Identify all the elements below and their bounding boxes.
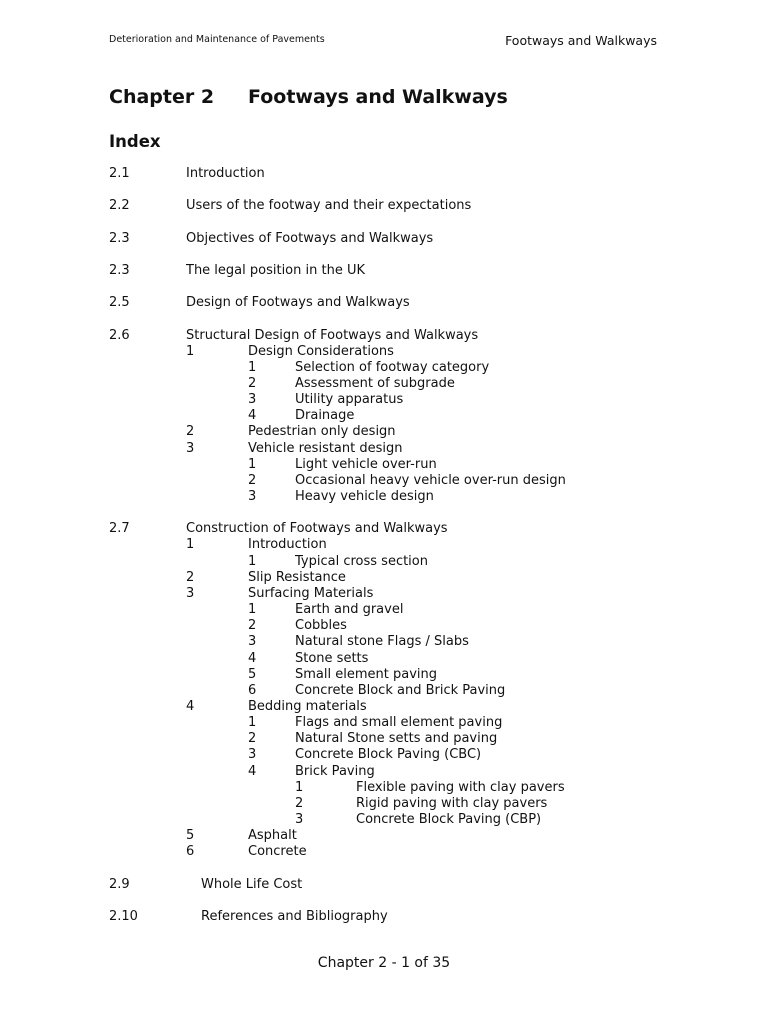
- index-heading: Index: [109, 132, 161, 151]
- toc-item-number: 2: [186, 424, 195, 440]
- chapter-heading: [109, 86, 508, 108]
- toc-item-title: Structural Design of Footways and Walkways: [186, 327, 479, 343]
- toc-item-number: 2.6: [109, 327, 130, 343]
- toc-item-number: 5: [186, 828, 195, 844]
- toc-item-number: 2: [248, 731, 257, 747]
- toc-item-number: 1: [295, 779, 304, 795]
- toc-item-title: Natural stone Flags / Slabs: [295, 634, 469, 650]
- toc-item-number: 1: [248, 456, 257, 472]
- toc-item-title: Drainage: [295, 408, 355, 424]
- toc-item-title: Introduction: [186, 166, 265, 181]
- toc-item-number: 6: [186, 844, 195, 860]
- toc-item-title: Occasional heavy vehicle over-run design: [295, 472, 566, 488]
- toc-item-title: Objectives of Footways and Walkways: [186, 230, 434, 246]
- toc-item-number: 1: [248, 602, 257, 618]
- toc-item-title: Bedding materials: [248, 698, 367, 714]
- toc-item-number: 4: [248, 650, 257, 666]
- toc-item-title: Natural Stone setts and paving: [295, 731, 498, 747]
- toc-item-title: Whole Life Cost: [201, 876, 303, 892]
- toc-item-title: Heavy vehicle design: [295, 489, 434, 504]
- toc-item-number: 6: [248, 682, 257, 698]
- toc-item-number: 3: [248, 392, 257, 408]
- toc-item-number: 3: [248, 634, 257, 650]
- toc-item-title: Flexible paving with clay pavers: [356, 779, 565, 795]
- toc-item-title: Typical cross section: [295, 553, 428, 569]
- toc-item-number: 2.3: [109, 230, 130, 246]
- toc-item-number: 1: [248, 715, 257, 731]
- chapter-number: Chapter 2: [109, 86, 215, 108]
- running-header-right: Footways and Walkways: [505, 33, 657, 48]
- toc-item-title: Design of Footways and Walkways: [186, 295, 410, 311]
- toc-item-number: 3: [248, 747, 257, 763]
- toc-item-title: Pedestrian only design: [248, 424, 396, 440]
- toc-item-number: 3: [186, 585, 195, 601]
- running-header-left: Deterioration and Maintenance of Pavements: [109, 34, 325, 45]
- toc-item-title: Concrete Block Paving (CBP): [356, 812, 542, 827]
- toc-item-title: Light vehicle over-run: [295, 456, 437, 472]
- toc-item-title: Cobbles: [295, 618, 347, 634]
- toc-item-number: 2.5: [109, 295, 130, 311]
- page-footer: Chapter 2 - 1 of 35: [317, 955, 451, 971]
- toc-item-number: 2: [248, 375, 257, 391]
- chapter-title: Footways and Walkways: [248, 86, 508, 108]
- toc-item-title: Earth and gravel: [295, 602, 404, 618]
- toc-item-title: Assessment of subgrade: [295, 375, 455, 391]
- toc-item-title: Flags and small element paving: [295, 715, 503, 731]
- toc-item-number: 2: [186, 569, 195, 585]
- toc-item-title: Concrete: [248, 844, 307, 860]
- toc-item-number: 4: [248, 408, 257, 424]
- toc-item-number: 1: [248, 359, 257, 375]
- toc-item-number: 5: [248, 666, 257, 682]
- toc-item-title: Construction of Footways and Walkways: [186, 521, 448, 537]
- toc-item-title: Vehicle resistant design: [248, 440, 403, 456]
- toc-item-number: 3: [295, 812, 304, 827]
- toc-item-number: 2: [295, 795, 304, 811]
- toc-item-title: Stone setts: [295, 650, 369, 666]
- toc-item-number: 2.10: [109, 908, 138, 924]
- toc-item-title: Introduction: [248, 537, 327, 553]
- toc-item-title: Slip Resistance: [248, 569, 346, 585]
- toc-item-number: 3: [186, 440, 195, 456]
- toc-item-number: 4: [186, 698, 195, 714]
- toc-item-number: 2.7: [109, 521, 130, 537]
- toc-item-number: 3: [248, 489, 257, 504]
- toc-item-title: Rigid paving with clay pavers: [356, 795, 548, 811]
- toc-item-number: 2.2: [109, 198, 130, 214]
- toc-item-number: 2.3: [109, 262, 130, 278]
- toc-item-title: Brick Paving: [295, 763, 375, 779]
- toc-item-title: Asphalt: [248, 828, 297, 844]
- toc-item-title: Users of the footway and their expectations: [186, 198, 472, 214]
- toc-item-number: 1: [186, 343, 195, 359]
- toc-item-number: 1: [186, 537, 195, 553]
- toc-item-title: Small element paving: [295, 666, 437, 682]
- toc-item-number: 2.1: [109, 166, 130, 181]
- toc-item-title: Utility apparatus: [295, 392, 404, 408]
- toc-item-title: Concrete Block and Brick Paving: [295, 682, 506, 698]
- toc-item-number: 2.9: [109, 876, 130, 892]
- toc-item-title: Selection of footway category: [295, 359, 490, 375]
- toc-item-title: Design Considerations: [248, 343, 394, 359]
- toc-item-title: References and Bibliography: [201, 908, 388, 924]
- toc-item-title: Concrete Block Paving (CBC): [295, 747, 482, 763]
- toc-item-number: 2: [248, 472, 257, 488]
- toc-item-number: 2: [248, 618, 257, 634]
- toc-item-number: 4: [248, 763, 257, 779]
- toc-item-title: Surfacing Materials: [248, 585, 374, 601]
- toc-item-number: 1: [248, 553, 257, 569]
- toc-item-title: The legal position in the UK: [186, 262, 365, 278]
